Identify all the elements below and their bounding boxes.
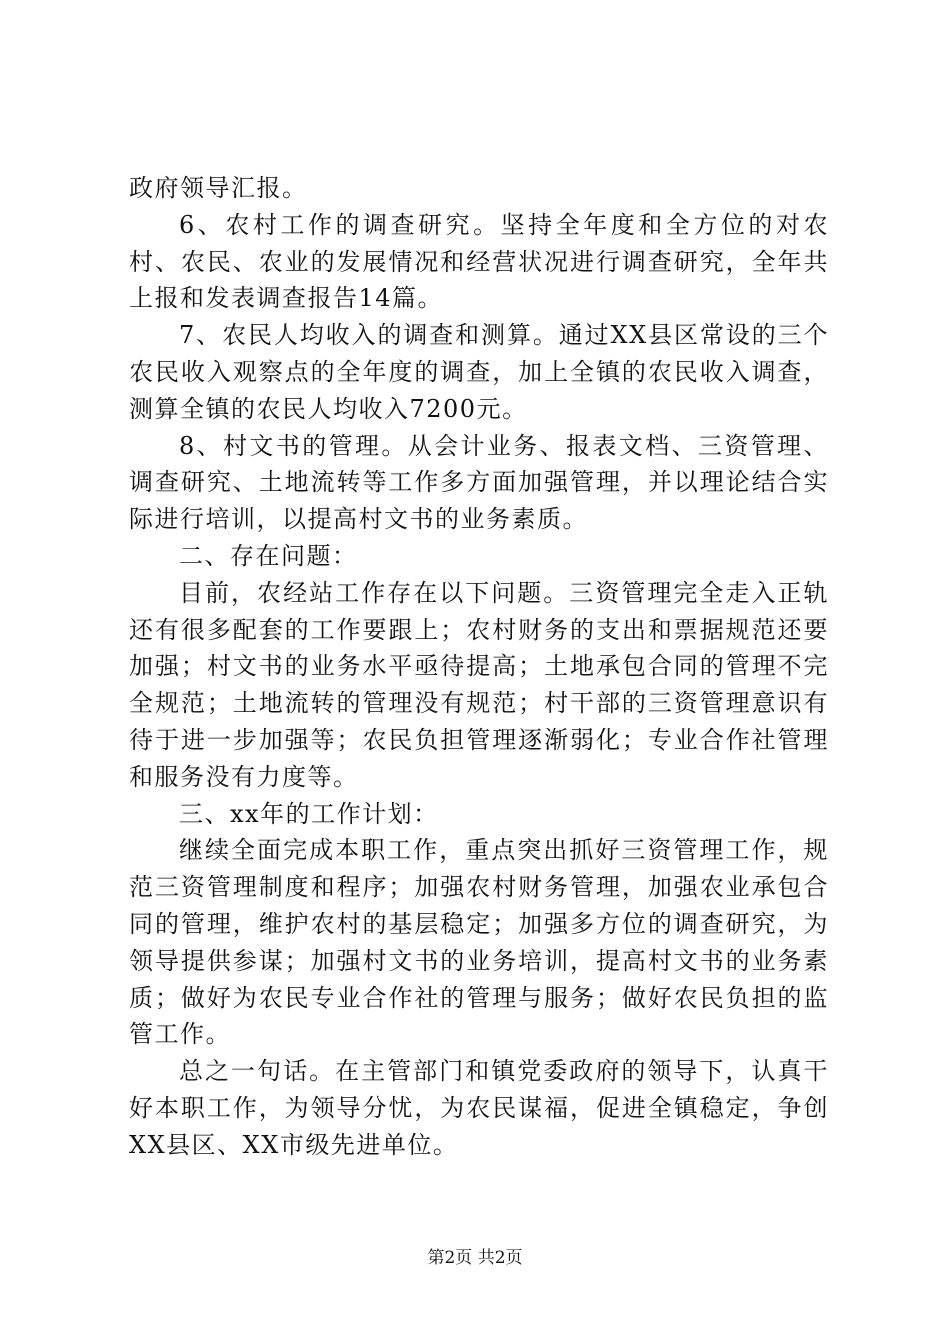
paragraph-item-7: 7、农民人均收入的调查和测算。通过XX县区常设的三个农民收入观察点的全年度的调查，加上全镇的农民收入调查，测算全镇的农民人均收入7200元。 xyxy=(129,321,829,423)
paragraph-problems: 目前，农经站工作存在以下问题。三资管理完全走入正轨还有很多配套的工作要跟上；农村财务的支出和票据规范还要加强；村文书的业务水平亟待提高；土地承包合同的管理不完全规范；土地流转的管理没有规范；村干部的三资管理意识有待于进一步加强等；农民负担管理逐渐弱化；专业合作社管理和服务没有力度等。 xyxy=(129,578,829,791)
document-body xyxy=(129,170,829,1164)
paragraph-item-6: 6、农村工作的调查研究。坚持全年度和全方位的对农村、农民、农业的发展情况和经营状况进行调查研究，全年共上报和发表调查报告14篇。 xyxy=(129,210,829,313)
paragraph-plan: 继续全面完成本职工作，重点突出抓好三资管理工作，规范三资管理制度和程序；加强农村财务管理，加强农业承包合同的管理，维护农村的基层稳定；加强多方位的调查研究，为领导提供参谋；加强村文书的业务培训，提高村文书的业务素质；做好为农民专业合作社的管理与服务；做好农民负担的监管工作。 xyxy=(129,836,829,1049)
paragraph-item-8: 8、村文书的管理。从会计业务、报表文档、三资管理、调查研究、土地流转等工作多方面加强管理，并以理论结合实际进行培训，以提高村文书的业务素质。 xyxy=(129,431,829,534)
section-heading-plan: 三、xx年的工作计划： xyxy=(179,799,439,828)
paragraph-continuation: 政府领导汇报。 xyxy=(129,174,308,202)
paragraph-summary: 总之一句话。在主管部门和镇党委政府的领导下，认真干好本职工作，为领导分忧，为农民谋福，促进全镇稳定，争创XX县区、XX市级先进单位。 xyxy=(129,1057,829,1159)
page-number-footer: 第2页 共2页 xyxy=(427,1248,523,1268)
section-heading-problems: 二、存在问题： xyxy=(179,541,358,570)
